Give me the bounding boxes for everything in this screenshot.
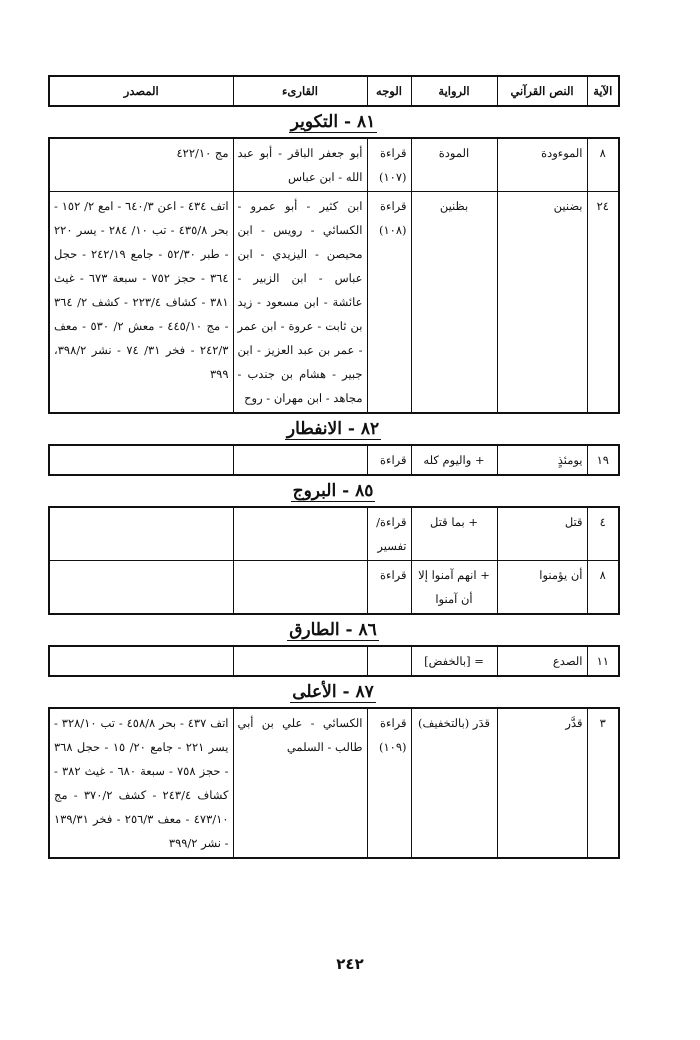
cell-wajh: قراءة/ تفسير bbox=[367, 507, 411, 561]
cell-masdar bbox=[49, 646, 233, 676]
table-row bbox=[49, 708, 619, 858]
cell-nass: بضنين bbox=[497, 192, 587, 414]
cell-nass: أن يؤمنوا bbox=[497, 561, 587, 615]
page-content bbox=[48, 75, 618, 859]
cell-masdar: اتف ٤٣٤ - اعن ٦٤٠/٣ - امع ٢/ ١٥٢ - بحر ٤٣٥/٨ - تب ١٠/ ٢٨٤ - يسر ٢٢٠ - طبر ٥٢/٣٠ - جامع ٢٤٢/١٩ - حجل ٣٦٤ - حجز ٧٥٢ - سبعة ٦٧٣ - غيث ٣٨١ - كشاف ٢٢٣/٤ - كشف ٢/ ٣٦٤ - مج ٤٤٥/١٠ - معش ٢/ ٥٣٠ - معف ٢٤٢/٣ - فخر ٣١/ ٧٤ - نشر ٣٩٨/٢، ٣٩٩ bbox=[49, 192, 233, 414]
header-aya: الآية bbox=[587, 76, 619, 106]
table-row bbox=[49, 192, 619, 414]
cell-qari bbox=[233, 561, 367, 615]
section-table bbox=[48, 707, 620, 859]
section-title bbox=[48, 677, 618, 707]
cell-wajh: قراءة (١٠٧) bbox=[367, 138, 411, 192]
section-table bbox=[48, 137, 620, 414]
cell-aya: ٨ bbox=[587, 561, 619, 615]
cell-riwaya: + بما قتل bbox=[411, 507, 497, 561]
cell-masdar: مج ٤٢٢/١٠ bbox=[49, 138, 233, 192]
cell-nass: يومئذٍ bbox=[497, 445, 587, 475]
cell-riwaya: قدَر (بالتخفيف) bbox=[411, 708, 497, 858]
section-title bbox=[48, 615, 618, 645]
section-title-text: ٨٦ - الطارق bbox=[289, 620, 377, 640]
cell-masdar bbox=[49, 445, 233, 475]
section-title-text: ٨٢ - الانفطار bbox=[286, 419, 380, 439]
section-title bbox=[48, 476, 618, 506]
page-number: ٢٤٢ bbox=[336, 955, 364, 973]
cell-aya: ٨ bbox=[587, 138, 619, 192]
cell-wajh: قراءة (١٠٨) bbox=[367, 192, 411, 414]
cell-aya: ١٩ bbox=[587, 445, 619, 475]
section-title-text: ٨١ - التكوير bbox=[290, 112, 376, 132]
cell-masdar bbox=[49, 507, 233, 561]
cell-qari: أبو جعفر الباقر - أبو عبد الله - ابن عباس bbox=[233, 138, 367, 192]
cell-nass: قتل bbox=[497, 507, 587, 561]
header-qari: القارىء bbox=[233, 76, 367, 106]
cell-masdar bbox=[49, 561, 233, 615]
section-table bbox=[48, 645, 620, 677]
table-row bbox=[49, 507, 619, 561]
section-table bbox=[48, 506, 620, 615]
cell-aya: ٣ bbox=[587, 708, 619, 858]
cell-qari: الكسائي - علي بن أبي طالب - السلمي bbox=[233, 708, 367, 858]
section-title bbox=[48, 107, 618, 137]
cell-qari bbox=[233, 507, 367, 561]
cell-wajh: قراءة bbox=[367, 561, 411, 615]
cell-qari bbox=[233, 646, 367, 676]
section-title bbox=[48, 414, 618, 444]
table-row bbox=[49, 646, 619, 676]
table-row bbox=[49, 445, 619, 475]
sections-container bbox=[48, 107, 618, 859]
column-header-table bbox=[48, 75, 620, 107]
cell-wajh: قراءة (١٠٩) bbox=[367, 708, 411, 858]
cell-qari: ابن كثير - أبو عمرو - الكسائي - رويس - ابن محيصن - اليزيدي - ابن عباس - ابن الزبير - عائشة - ابن مسعود - زيد بن ثابت - عروة - ابن عمر - عمر بن عبد العزيز - ابن جبير - هشام بن جندب - مجاهد - ابن مهران - روح bbox=[233, 192, 367, 414]
cell-riwaya: بظنين bbox=[411, 192, 497, 414]
cell-riwaya: + انهم آمنوا إلا أن آمنوا bbox=[411, 561, 497, 615]
cell-qari bbox=[233, 445, 367, 475]
cell-nass: الموءودة bbox=[497, 138, 587, 192]
table-row bbox=[49, 138, 619, 192]
cell-wajh: قراءة bbox=[367, 445, 411, 475]
cell-masdar: اتف ٤٣٧ - بحر ٤٥٨/٨ - تب ٣٢٨/١٠ - يسر ٢٢١ - جامع ٢٠/ ١٥ - حجل ٣٦٨ - حجز ٧٥٨ - سبعة ٦٨٠ - غيث ٣٨٢ - كشاف ٢٤٣/٤ - كشف ٣٧٠/٢ - مج ٤٧٣/١٠ - معف ٢٥٦/٣ - فخر ١٣٩/٣١ - نشر ٣٩٩/٢ bbox=[49, 708, 233, 858]
cell-aya: ٢٤ bbox=[587, 192, 619, 414]
cell-nass: الصدع bbox=[497, 646, 587, 676]
cell-nass: قدَّر bbox=[497, 708, 587, 858]
cell-riwaya: = [بالخفض] bbox=[411, 646, 497, 676]
cell-aya: ١١ bbox=[587, 646, 619, 676]
cell-riwaya: المودة bbox=[411, 138, 497, 192]
section-table bbox=[48, 444, 620, 476]
header-riwaya: الرواية bbox=[411, 76, 497, 106]
header-wajh: الوجه bbox=[367, 76, 411, 106]
cell-aya: ٤ bbox=[587, 507, 619, 561]
table-row bbox=[49, 561, 619, 615]
section-title-text: ٨٥ - البروج bbox=[292, 481, 374, 501]
header-nass: النص القرآني bbox=[497, 76, 587, 106]
section-title-text: ٨٧ - الأعلى bbox=[292, 682, 374, 702]
cell-riwaya: + واليوم كله bbox=[411, 445, 497, 475]
header-masdar: المصدر bbox=[49, 76, 233, 106]
cell-wajh bbox=[367, 646, 411, 676]
